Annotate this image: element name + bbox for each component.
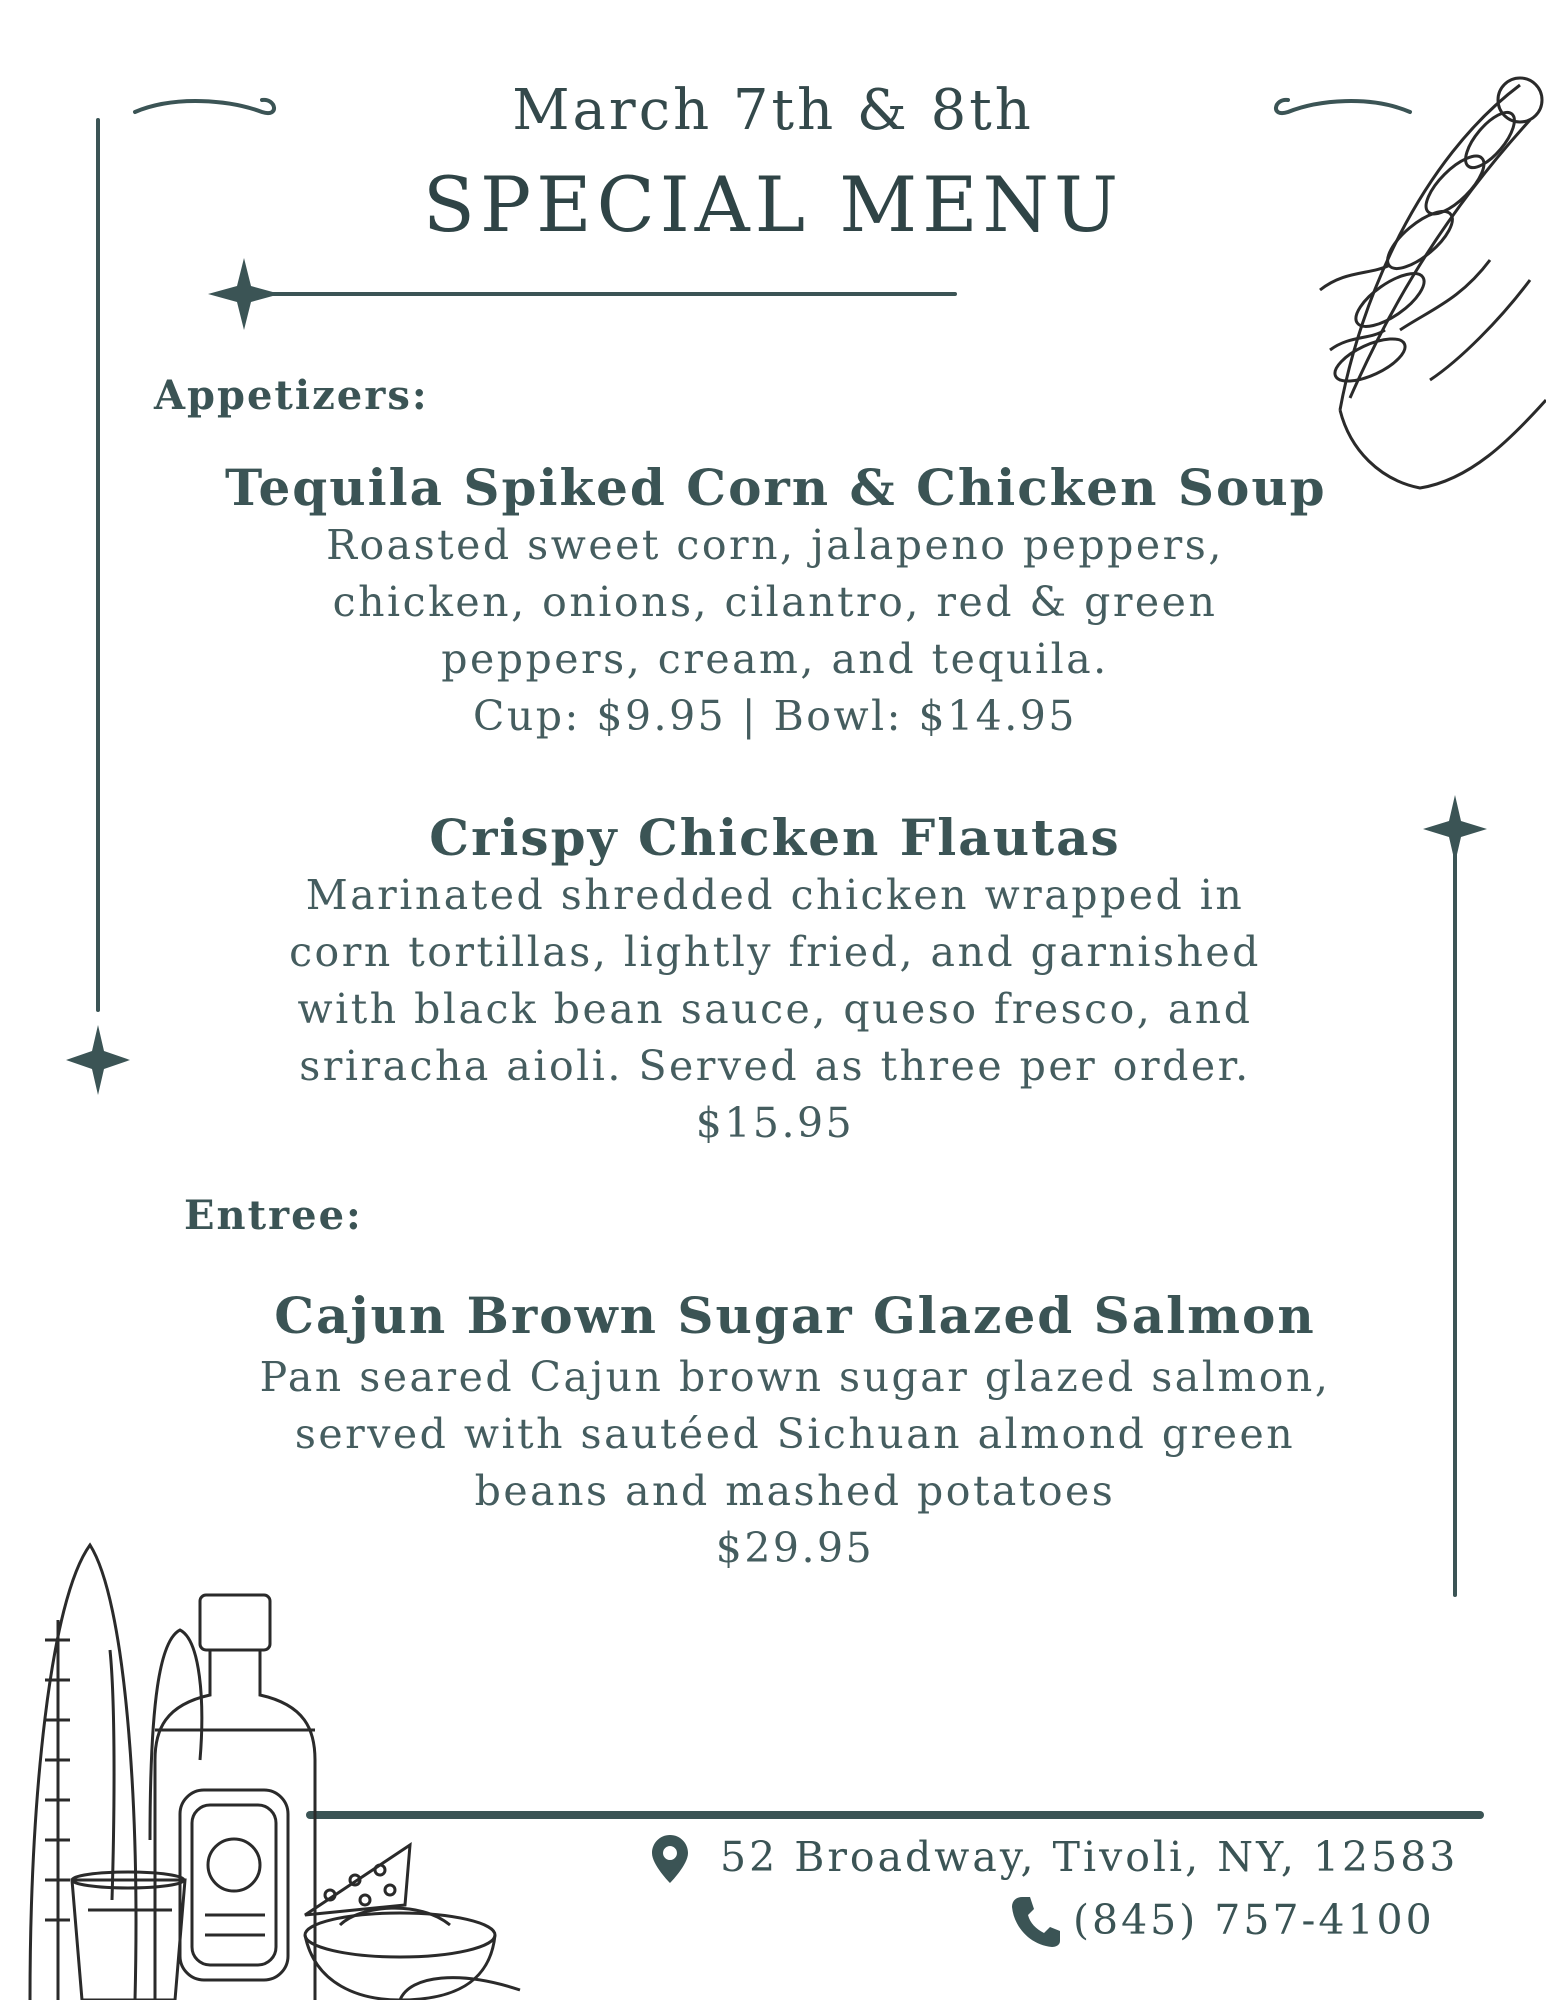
address-text: 52 Broadway, Tivoli, NY, 12583 [720, 1833, 1459, 1881]
item-name: Cajun Brown Sugar Glazed Salmon [274, 1286, 1316, 1345]
description-line: Marinated shredded chicken wrapped in [305, 871, 1245, 919]
page-title: SPECIAL MENU [422, 160, 1124, 249]
phone-icon [1012, 1895, 1060, 1947]
menu-item [225, 458, 1325, 745]
item-name: Crispy Chicken Flautas [429, 808, 1121, 867]
description-line: Pan seared Cajun brown sugar glazed salmon, [259, 1353, 1331, 1401]
star-icon [1423, 795, 1487, 863]
item-price: Cup: $9.95 | Bowl: $14.95 [473, 692, 1077, 740]
description-line: beans and mashed potatoes [474, 1467, 1116, 1515]
description-line: served with sautéed Sichuan almond green [294, 1410, 1296, 1458]
description-line: chicken, onions, cilantro, red & green [332, 578, 1218, 626]
item-description [225, 867, 1325, 1152]
item-description [225, 517, 1325, 745]
appetizers-heading: Appetizers: [154, 372, 429, 419]
entree-heading: Entree: [184, 1192, 363, 1239]
item-description [225, 1349, 1365, 1577]
bottom-left-illustration [30, 1545, 520, 2000]
menu-item [225, 1286, 1365, 1577]
description-line: corn tortillas, lightly fried, and garnished [289, 928, 1261, 976]
item-price: $29.95 [715, 1524, 875, 1572]
item-price: $15.95 [695, 1099, 855, 1147]
location-pin-icon [652, 1835, 688, 1883]
description-line: peppers, cream, and tequila. [441, 635, 1109, 683]
description-line: sriracha aioli. Served as three per order. [299, 1042, 1251, 1090]
item-name: Tequila Spiked Corn & Chicken Soup [225, 458, 1327, 517]
event-date: March 7th & 8th [512, 78, 1034, 143]
phone-text: (845) 757-4100 [1073, 1896, 1435, 1944]
description-line: Roasted sweet corn, jalapeno peppers, [326, 521, 1224, 569]
menu-item [225, 808, 1325, 1152]
star-icon [66, 1025, 130, 1095]
description-line: with black bean sauce, queso fresco, and [297, 985, 1253, 1033]
star-icon [208, 258, 280, 330]
